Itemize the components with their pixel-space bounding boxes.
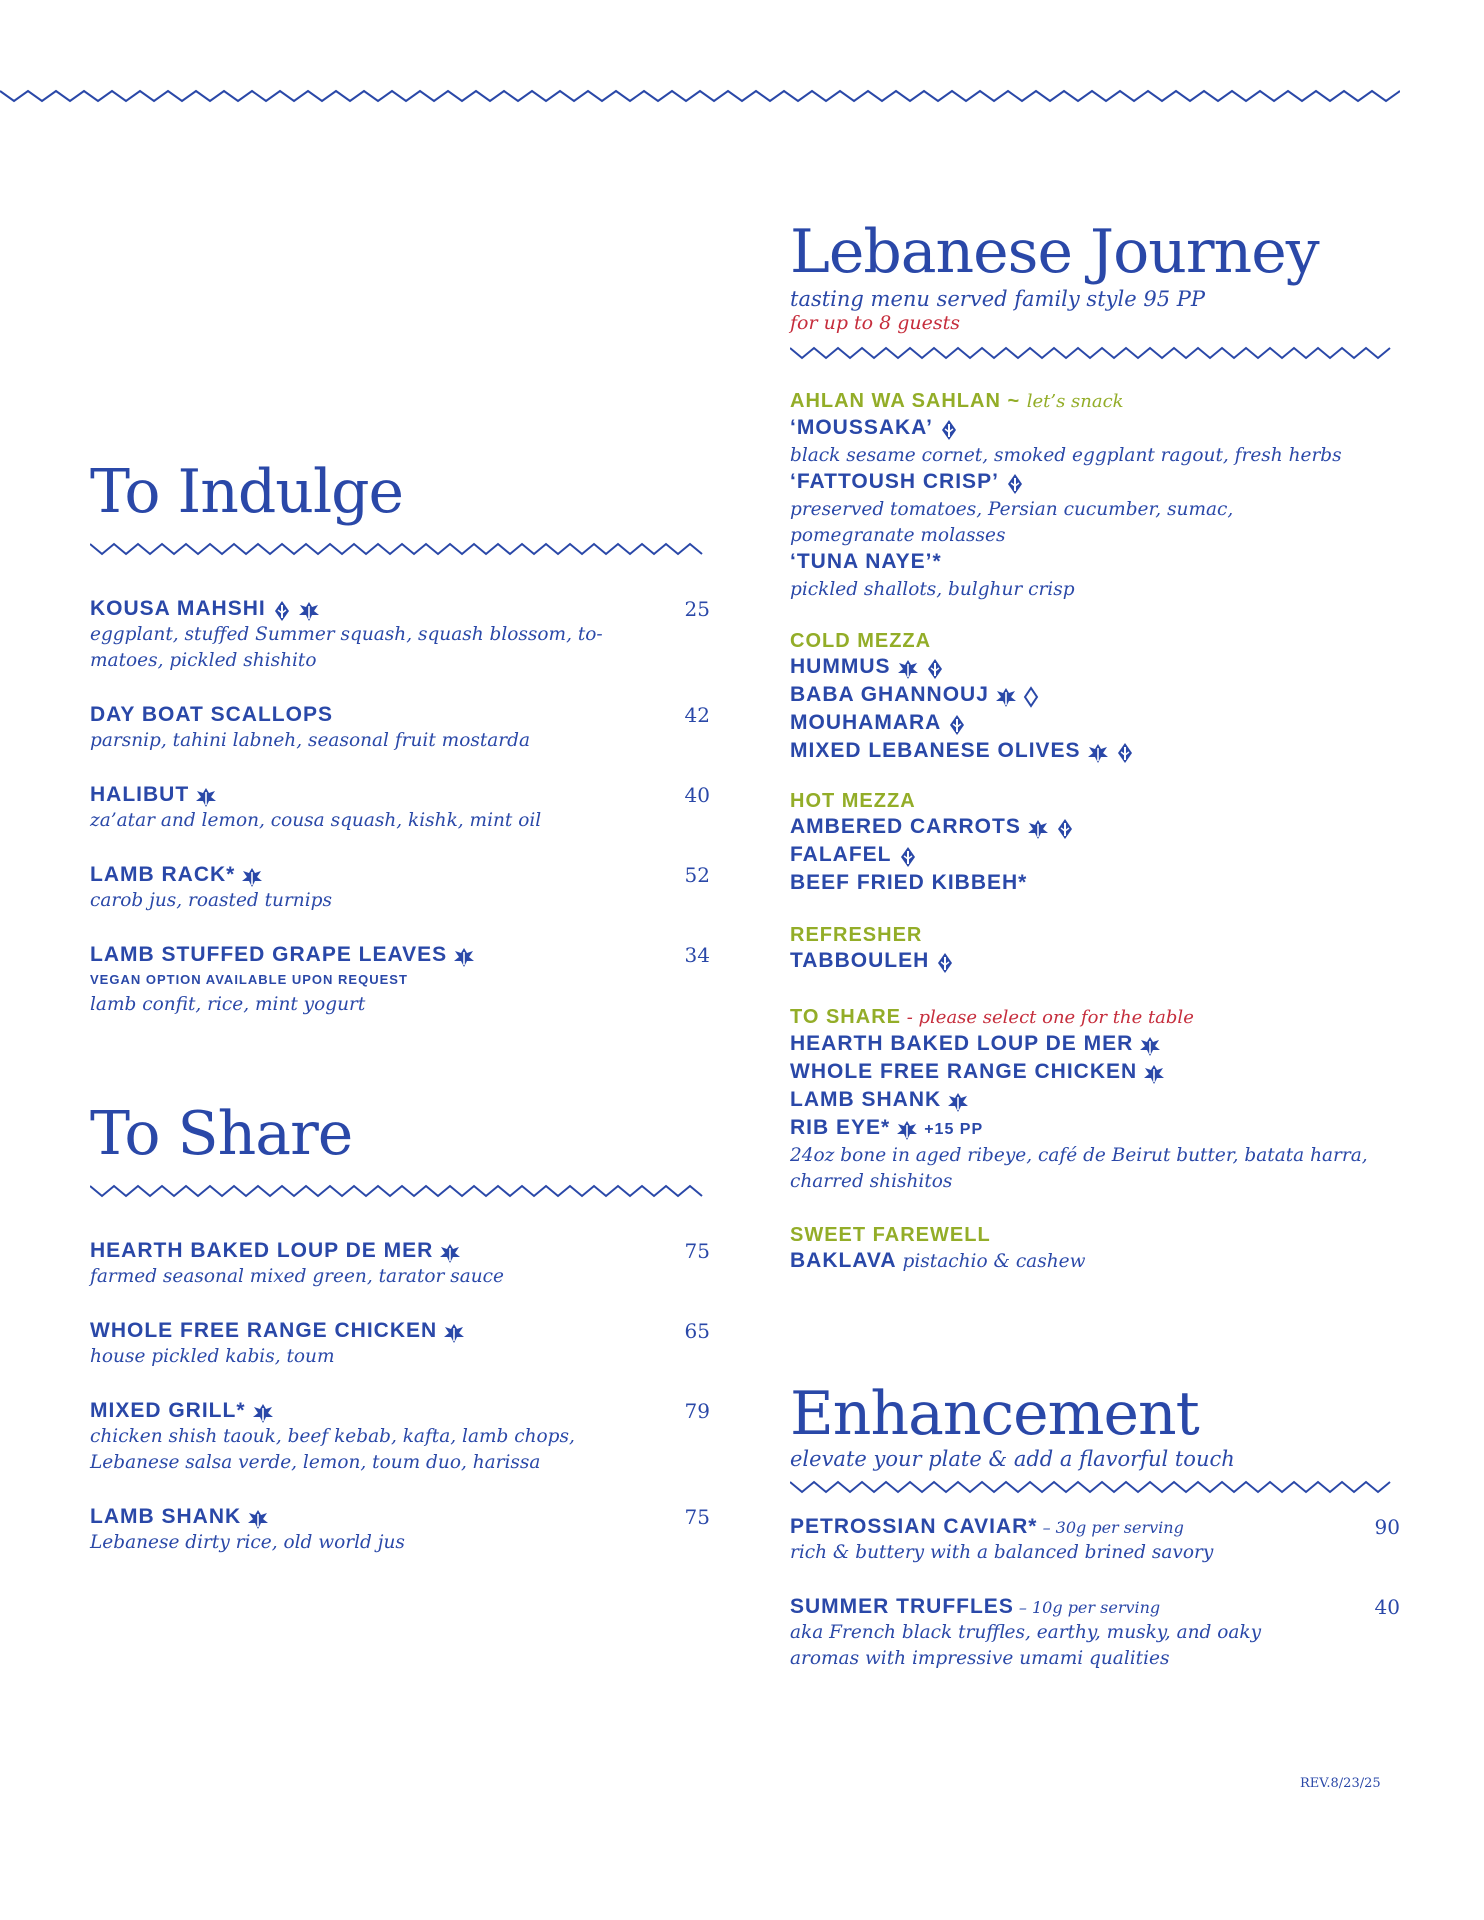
item-price: 34 <box>684 943 710 967</box>
gluten-free-icon <box>1005 473 1025 495</box>
menu-item <box>790 1087 1400 1115</box>
item-title-line <box>90 942 710 968</box>
item-desc-line: carob jus, roasted turnips <box>90 890 332 911</box>
item-name: MIXED GRILL* <box>90 1399 246 1422</box>
item-name: WHOLE FREE RANGE CHICKEN <box>790 1060 1138 1083</box>
item-desc-line: pickled shallots, bulghur crisp <box>790 579 1075 600</box>
item-desc-line: eggplant, stuffed Summer squash, squash blossom, to- <box>90 624 603 645</box>
top-zigzag-divider <box>0 86 1400 106</box>
gluten-free-icon <box>925 658 945 680</box>
item-desc-line: lamb confit, rice, mint yogurt <box>90 994 366 1015</box>
item-name: HEARTH BAKED LOUP DE MER <box>90 1239 434 1262</box>
vegan-icon <box>298 600 320 622</box>
hot-mezza-section <box>790 788 1400 898</box>
menu-item <box>790 814 1400 842</box>
item-desc-line: preserved tomatoes, Persian cucumber, sumac, <box>790 499 1234 520</box>
item-desc-line: charred shishitos <box>790 1171 953 1192</box>
gluten-free-icon <box>947 714 967 736</box>
item-desc-line: chicken shish taouk, beef kebab, kafta, lamb chops, <box>90 1426 575 1447</box>
leaf-icon <box>453 946 475 968</box>
item-title-line <box>90 1238 710 1264</box>
ahlan-items <box>790 415 1400 603</box>
item-price: 40 <box>684 783 710 807</box>
leaf-icon <box>241 866 263 888</box>
section-subtitle: tasting menu served family style 95 PP <box>790 287 1205 311</box>
course-header-note: - please select one for the table <box>900 1007 1194 1028</box>
refresher-items <box>790 948 1400 976</box>
item-title-line <box>790 814 1400 842</box>
sweet-farewell-section <box>790 1222 1400 1276</box>
item-name: LAMB RACK* <box>90 863 236 886</box>
gluten-free-icon <box>272 600 292 622</box>
item-desc-line: farmed seasonal mixed green, tarator sauce <box>90 1266 504 1287</box>
to-indulge-list <box>90 596 710 1046</box>
menu-item <box>790 654 1400 682</box>
item-title-line <box>90 1318 710 1344</box>
leaf-icon <box>947 1091 969 1113</box>
menu-item <box>790 948 1400 976</box>
menu-item <box>790 1031 1400 1059</box>
item-desc-line: parsnip, tahini labneh, seasonal fruit mostarda <box>90 730 531 751</box>
item-desc-line: Lebanese dirty rice, old world jus <box>90 1532 405 1553</box>
item-name: TABBOULEH <box>790 949 930 972</box>
gluten-free-icon <box>898 846 918 868</box>
lebanese-journey-header <box>790 217 1400 362</box>
menu-item <box>790 415 1400 469</box>
menu-item <box>790 1248 1400 1276</box>
course-header <box>790 1004 1400 1031</box>
item-name: BABA GHANNOUJ <box>790 683 989 706</box>
section-subtitle: elevate your plate & add a flavorful touch <box>790 1447 1235 1471</box>
to-share-section <box>90 1099 710 1200</box>
item-price: 75 <box>684 1239 710 1263</box>
item-title-line <box>790 870 1400 898</box>
item-name: MIXED LEBANESE OLIVES <box>790 739 1081 762</box>
item-name: ‘FATTOUSH CRISP’ <box>790 470 999 493</box>
item-desc-line: 24oz bone in aged ribeye, café de Beirut butter, batata harra, <box>790 1145 1368 1166</box>
leaf-icon <box>995 686 1017 708</box>
item-title-line <box>90 702 710 728</box>
item-title-line <box>90 1504 710 1530</box>
menu-item <box>790 549 1400 603</box>
course-header <box>790 388 1400 415</box>
item-desc-line: matoes, pickled shishito <box>90 650 317 671</box>
menu-item <box>790 1115 1400 1143</box>
leaf-icon <box>897 658 919 680</box>
item-desc-line: za’atar and lemon, cousa squash, kishk, mint oil <box>90 810 542 831</box>
course-header-note: let’s snack <box>1026 391 1124 412</box>
item-title-line <box>790 682 1400 710</box>
item-name: LAMB SHANK <box>90 1505 242 1528</box>
item-price: 40 <box>1374 1595 1400 1619</box>
item-title-line <box>790 1115 1400 1143</box>
item-quantity: – 30g per serving <box>1037 1518 1184 1537</box>
ahlan-section <box>790 388 1400 603</box>
section-title: To Indulge <box>90 457 404 527</box>
item-price: 42 <box>684 703 710 727</box>
enhancement-list <box>790 1514 1400 1700</box>
to-indulge-section <box>90 457 710 558</box>
menu-item <box>790 1514 1400 1566</box>
menu-item <box>790 710 1400 738</box>
item-desc-line: black sesame cornet, smoked eggplant ragout, fresh herbs <box>790 445 1342 466</box>
leaf-icon <box>1139 1035 1161 1057</box>
enhancement-header <box>790 1379 1400 1496</box>
item-name: HEARTH BAKED LOUP DE MER <box>790 1032 1134 1055</box>
item-price: 90 <box>1374 1515 1400 1539</box>
item-name: MOUHAMARA <box>790 711 942 734</box>
leaf-icon <box>443 1322 465 1344</box>
zigzag-divider <box>790 344 1400 362</box>
item-title-line <box>790 549 1400 577</box>
cold-mezza-items <box>790 654 1400 766</box>
item-title-line <box>90 1398 710 1424</box>
item-name: DAY BOAT SCALLOPS <box>90 703 333 726</box>
item-title-line <box>790 469 1400 497</box>
zigzag-divider <box>90 540 710 558</box>
menu-item <box>790 842 1400 870</box>
course-header: HOT MEZZA <box>790 790 916 812</box>
item-name: FALAFEL <box>790 843 892 866</box>
item-name: BAKLAVA <box>790 1249 897 1272</box>
item-title-line <box>90 862 710 888</box>
item-name: WHOLE FREE RANGE CHICKEN <box>90 1319 438 1342</box>
item-name: LAMB SHANK <box>790 1088 942 1111</box>
item-name: HUMMUS <box>790 655 891 678</box>
item-title-line <box>790 654 1400 682</box>
item-title-line <box>790 1059 1400 1087</box>
gluten-free-icon <box>1055 818 1075 840</box>
course-header: SWEET FAREWELL <box>790 1224 991 1246</box>
item-price: 25 <box>684 597 710 621</box>
item-price: 52 <box>684 863 710 887</box>
leaf-icon <box>252 1402 274 1424</box>
refresher-section <box>790 922 1400 976</box>
course-header-label: TO SHARE <box>790 1006 901 1028</box>
cold-mezza-section <box>790 628 1400 766</box>
journey-share-items <box>790 1031 1400 1143</box>
item-name: KOUSA MAHSHI <box>90 597 266 620</box>
item-name: LAMB STUFFED GRAPE LEAVES <box>90 943 448 966</box>
item-name: PETROSSIAN CAVIAR* <box>790 1515 1038 1538</box>
item-surcharge: +15 PP <box>924 1121 984 1138</box>
leaf-icon <box>1027 818 1049 840</box>
item-desc-line: rich & buttery with a balanced brined savory <box>790 1542 1214 1563</box>
item-name: BEEF FRIED KIBBEH* <box>790 871 1028 894</box>
leaf-icon <box>439 1242 461 1264</box>
menu-item <box>790 469 1400 549</box>
to-share-list <box>90 1238 710 1584</box>
item-name: SUMMER TRUFFLES <box>790 1595 1014 1618</box>
section-title: Enhancement <box>790 1379 1199 1449</box>
item-title-line <box>90 782 710 808</box>
item-note: VEGAN OPTION AVAILABLE UPON REQUEST <box>90 972 408 987</box>
item-title-line <box>790 1514 1400 1540</box>
menu-item <box>790 870 1400 898</box>
menu-item <box>90 1504 710 1556</box>
hot-mezza-items <box>790 814 1400 898</box>
item-desc: pistachio & cashew <box>902 1251 1086 1272</box>
menu-item <box>90 1238 710 1290</box>
course-header: COLD MEZZA <box>790 630 932 652</box>
menu-item <box>90 1318 710 1370</box>
guest-note: for up to 8 guests <box>790 312 961 335</box>
menu-item <box>90 782 710 834</box>
leaf-icon <box>247 1508 269 1530</box>
item-name: ‘TUNA NAYE’* <box>790 550 942 573</box>
leaf-icon <box>896 1119 918 1141</box>
item-title-line <box>790 948 1400 976</box>
item-title-line <box>790 415 1400 443</box>
item-title-line <box>790 710 1400 738</box>
revision-date: REV.8/23/25 <box>1300 1776 1381 1791</box>
section-title: Lebanese Journey <box>790 217 1319 287</box>
item-desc-line: aka French black truffles, earthy, musky, and oaky <box>790 1622 1262 1643</box>
menu-item <box>90 942 710 1018</box>
course-header-label: AHLAN WA SAHLAN ~ <box>790 390 1021 412</box>
menu-item <box>90 596 710 674</box>
item-title-line <box>790 842 1400 870</box>
item-title-line <box>790 738 1400 766</box>
item-price: 75 <box>684 1505 710 1529</box>
item-name: AMBERED CARROTS <box>790 815 1021 838</box>
item-name: ‘MOUSSAKA’ <box>790 416 934 439</box>
gluten-free-icon <box>939 419 959 441</box>
menu-item <box>790 682 1400 710</box>
menu-item <box>90 1398 710 1476</box>
item-title-line <box>790 1031 1400 1059</box>
diamond-outline-icon <box>1023 686 1039 708</box>
zigzag-divider <box>90 1182 710 1200</box>
item-price: 79 <box>684 1399 710 1423</box>
gluten-free-icon <box>935 952 955 974</box>
leaf-icon <box>195 786 217 808</box>
item-price: 65 <box>684 1319 710 1343</box>
journey-share-section <box>790 1004 1400 1195</box>
menu-item <box>90 862 710 914</box>
gluten-free-icon <box>1115 742 1135 764</box>
item-name: RIB EYE* <box>790 1116 891 1139</box>
menu-item <box>790 1594 1400 1672</box>
menu-item <box>790 738 1400 766</box>
item-title-line <box>90 596 710 622</box>
section-title: To Share <box>90 1099 353 1169</box>
leaf-icon <box>1087 742 1109 764</box>
zigzag-divider <box>790 1478 1400 1496</box>
item-desc-line: house pickled kabis, toum <box>90 1346 335 1367</box>
item-desc-line: pomegranate molasses <box>790 525 1006 546</box>
item-desc-line: Lebanese salsa verde, lemon, toum duo, harissa <box>90 1452 541 1473</box>
item-title-line <box>790 1594 1400 1620</box>
item-quantity: – 10g per serving <box>1013 1598 1161 1617</box>
menu-item <box>90 702 710 754</box>
item-name: HALIBUT <box>90 783 190 806</box>
leaf-icon <box>1143 1063 1165 1085</box>
course-header: REFRESHER <box>790 924 923 946</box>
menu-item <box>790 1059 1400 1087</box>
item-title-line <box>790 1087 1400 1115</box>
item-desc-line: aromas with impressive umami qualities <box>790 1648 1170 1669</box>
